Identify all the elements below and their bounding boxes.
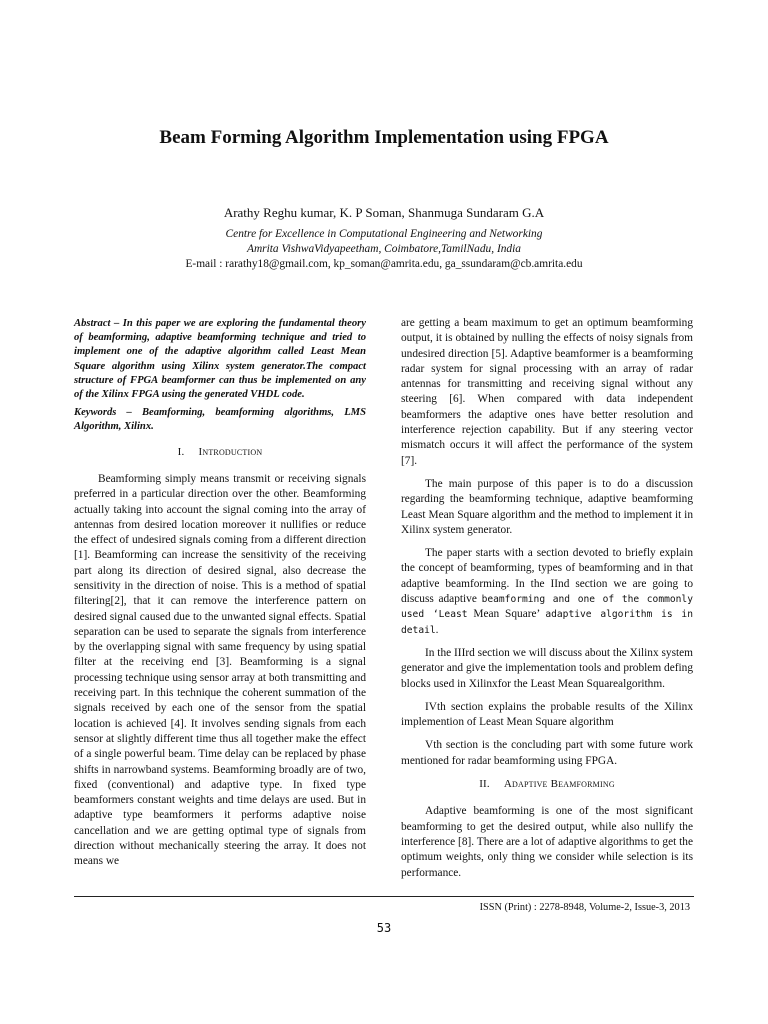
issn-footer: ISSN (Print) : 2278-8948, Volume-2, Issue-3, 2013 [479,902,690,913]
affiliation-line-2: Amrita VishwaVidyapeetham, Coimbatore,TamilNadu, India [246,243,521,255]
body-paragraph: IVth section explains the probable results of the Xilinx implemention of Least Mean Square algorithm [401,700,693,729]
right-column [401,316,693,889]
footer-rule [74,896,694,897]
affiliation-line-1: Centre for Excellence in Computational Engineering and Networking [225,228,543,240]
text-run-mono: beamforming and one of the commonly used ‘Least [401,594,693,621]
body-paragraph: are getting a beam maximum to get an optimum beamforming output, it is obtained by nulling the effects of noisy signals from undesired direction [5]. Adaptive beamformer is a beamforming radar system for signal processing with an array of radar antennas for transmitting and receiving signal without any steering [6]. When compared with data independent beamformers the adaptive ones have better resolution and interference rejection capability. But if any steering vector mismatch occurs it will affect the performance of the system [7]. [401,317,693,467]
section-number: I. [177,445,185,458]
section-title: Introduction [198,445,263,458]
keywords: Keywords – Beamforming, beamforming algorithms, LMS Algorithm, Xilinx. [74,407,366,433]
body-paragraph: In the IIIrd section we will discuss about the Xilinx system generator and give the implementation tools and problem defing blocks used in Xilinxfor the Least Mean Squarealgorithm. [401,646,693,690]
abstract: Abstract – In this paper we are exploring the fundamental theory of beamforming, adaptive beamforming technique and tried to implement one of the adaptive algorithm called Least Mean Square algorithm using Xilinx system generator.The compact structure of FPGA beamformer can thus be implemented on any of the Xilinx FPGA using the generated VHDL code. [74,318,366,401]
section-heading-adaptive-beamforming [401,777,693,792]
section-title: Adaptive Beamforming [503,778,615,791]
body-paragraph: The main purpose of this paper is to do a discussion regarding the beamforming technique, adaptive beamforming Least Mean Square algorithm and the method to implement it in Xilinx system generator. [401,477,693,536]
body-paragraph: Adaptive beamforming is one of the most significant beamforming to get the desired output, while also nullify the interference [8]. There are a lot of adaptive algorithms to get the optimum weights, only thing we consider while selection is its performance. [401,805,693,879]
paper-title: Beam Forming Algorithm Implementation using FPGA [159,127,609,148]
author-list: Arathy Reghu kumar, K. P Soman, Shanmuga Sundaram G.A [223,205,545,220]
body-paragraph [401,546,693,638]
text-run: Mean Square’ [473,608,540,621]
introduction-paragraph: Beamforming simply means transmit or receiving signals preferred in a particular direction over the other. Beamforming actually taking into account the signal coming into the array of antennas from desired location moreover it nullifies or reduce the effect of undesired signals coming from a different direction [1]. Beamforming can increase the sensitivity of the receiving part along its direction of desired signal, also decrease the sensitivity in the direction of noise. This is a method of spatial filtering[2], that it can remove the interference pattern on desired signal caused due to the unwanted signal effects. Spatial separation can be used to separate the signals from interference by the overlapping signal with same frequency by using spatial filter at the receiving end [3]. Beamforming is a signal processing technique using sensor array at both transmitting and receiving part. In this technique the coherent summation of the signals received by each one of the sensor from the spatial location is achieved [4]. It involves sending signals from each sensor at slightly different time thus all together make the effect of a single powerful beam. Time delay can be replaced by phase shifts in narrowband systems. Beamforming broadly are of two, fixed (conventional) and adaptive type. In fixed type beamformers constant weights and time delays are used. But in adaptive type beamformers it performs adaptive noise cancellation and we are getting optimal type of signals from direction without mechanically steering the array. It does not means we [74,472,366,868]
section-heading-introduction [74,445,366,460]
email-line: E-mail : rarathy18@gmail.com, kp_soman@amrita.edu, ga_ssundaram@cb.amrita.edu [185,258,583,270]
page-number: 53 [376,921,392,935]
left-column [74,317,366,878]
affiliation-block [0,227,768,272]
body-paragraph: Vth section is the concluding part with some future work mentioned for radar beamforming using FPGA. [401,739,693,767]
text-run: . [435,623,439,636]
section-number: II. [479,778,490,791]
text-run: The paper starts with a section devoted to briefly explain the concept of beamforming, types of beamforming and in that adaptive beamforming. In the IInd section we are going to discuss adaptive [401,547,693,606]
text-run-mono: adaptive algorithm is in detail [401,609,693,636]
